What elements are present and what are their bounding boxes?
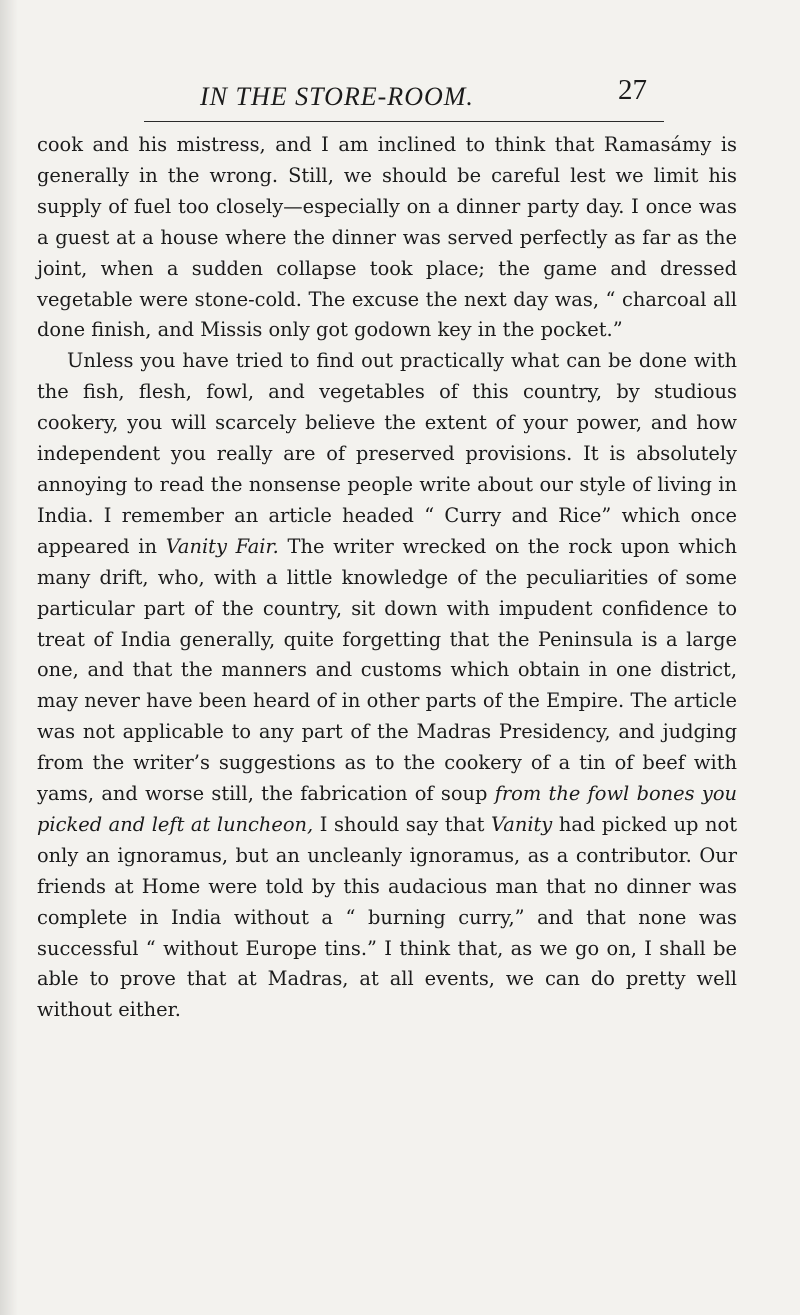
- paragraph-text: Unless you have tried to find out practically what can be done with the fish, flesh, fowl, and vegetables of this country, by studious cookery, you will scarcely believe the extent of your power, and how independent you really are of preserved provisions. It is absolutely annoying to read the nonsense people write about our style of living in India. I remember an article headed “ Curry and Rice” which once appeared in: [37, 349, 737, 558]
- italic-title: Vanity: [491, 812, 553, 836]
- header-rule: [144, 121, 664, 122]
- italic-phrase: from the fowl bones you picked and left at luncheon,: [37, 782, 737, 836]
- italic-title: Vanity Fair.: [165, 534, 279, 558]
- running-title: IN THE STORE-ROOM.: [200, 82, 474, 111]
- page-body: [37, 130, 737, 1026]
- page-number: 27: [618, 74, 647, 106]
- paragraph-curry-and-rice: [37, 346, 737, 1026]
- paragraph-text: I should say that: [313, 812, 492, 836]
- paragraph-text: had picked up not only an ignoramus, but an uncleanly ignoramus, as a contributor. Our friends at Home were told by this audacious man that no dinner was complete in India without a “ burning curry,” and that none was successful “ without Europe tins.” I think that, as we go on, I shall be able to prove that at Madras, at all events, we can do pretty well without either.: [37, 812, 738, 1022]
- binding-shadow: [0, 0, 18, 1315]
- paragraph-continued: cook and his mistress, and I am inclined to think that Ramasámy is generally in the wrong. Still, we should be careful lest we limit his supply of fuel too closely—especially on a dinner party day. I once was a guest at a house where the dinner was served perfectly as far as the joint, when a sudden collapse took place; the game and dressed vegetable were stone-cold. The excuse the next day was, “ charcoal all done finish, and Missis only got godown key in the pocket.”: [37, 133, 737, 342]
- paragraph-text: The writer wrecked on the rock upon which many drift, who, with a little knowledge of the peculiarities of some particular part of the country, sit down with impudent confidence to treat of India generally, quite forgetting that the Peninsula is a large one, and that the manners and customs which obtain in one district, may never have been heard of in other parts of the Empire. The article was not applicable to any part of the Madras Presidency, and judging from the writer’s suggestions as to the cookery of a tin of beef with yams, and worse still, the fabrication of soup: [37, 534, 737, 806]
